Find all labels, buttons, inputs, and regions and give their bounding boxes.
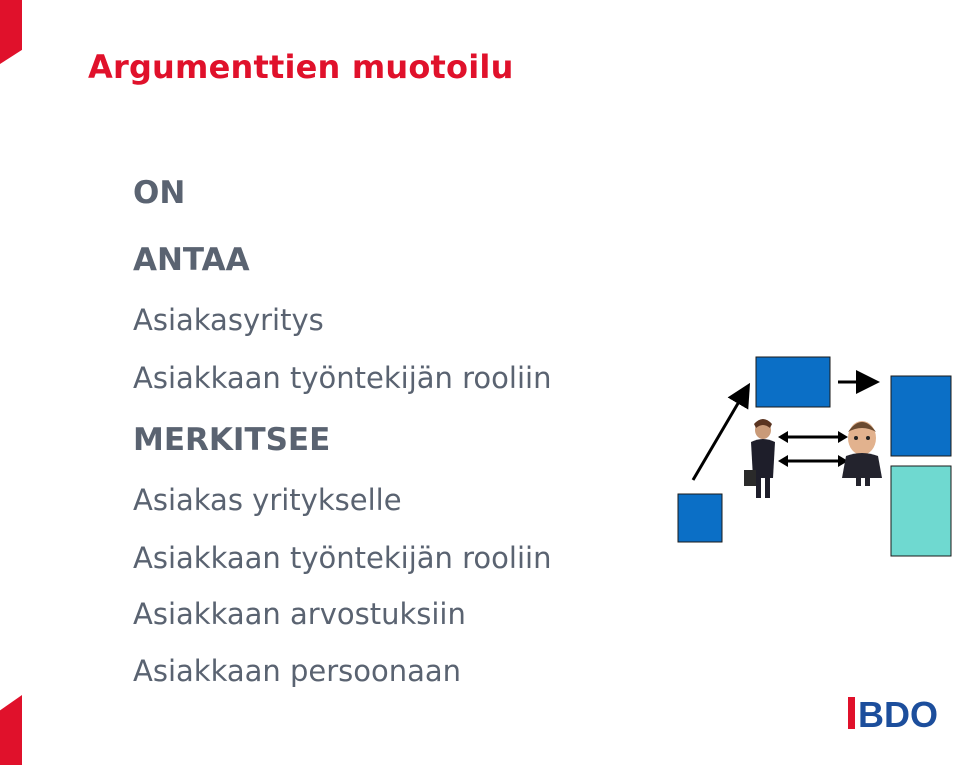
- keyword-antaa: ANTAA: [133, 242, 250, 278]
- text-line: Asiakkaan työntekijän rooliin: [133, 541, 552, 575]
- text-line: Asiakkaan työntekijän rooliin: [133, 361, 552, 395]
- text-line: Asiakkaan arvostuksiin: [133, 597, 466, 631]
- keyword-merkitsee: MERKITSEE: [133, 422, 331, 458]
- text-line: Asiakas yritykselle: [133, 483, 402, 517]
- text-line: Asiakkaan persoonaan: [133, 654, 462, 688]
- double-arrow-lower: [778, 455, 848, 467]
- diagram-box-right-lower: [891, 466, 951, 556]
- keyword-on: ON: [133, 175, 186, 211]
- diagram-box-top: [756, 357, 830, 407]
- slide-title: Argumenttien muotoilu: [88, 48, 514, 86]
- businessman-figure: [842, 421, 882, 486]
- diagram-box-small: [678, 494, 722, 542]
- diagonal-arrow: [693, 388, 747, 480]
- double-arrow-upper: [778, 431, 848, 443]
- diagram-box-right-upper: [891, 376, 951, 456]
- svg-text:BDO: BDO: [858, 694, 938, 734]
- bdo-logo: [848, 690, 958, 738]
- text-line: Asiakasyritys: [133, 303, 324, 337]
- businesswoman-figure: [744, 419, 775, 498]
